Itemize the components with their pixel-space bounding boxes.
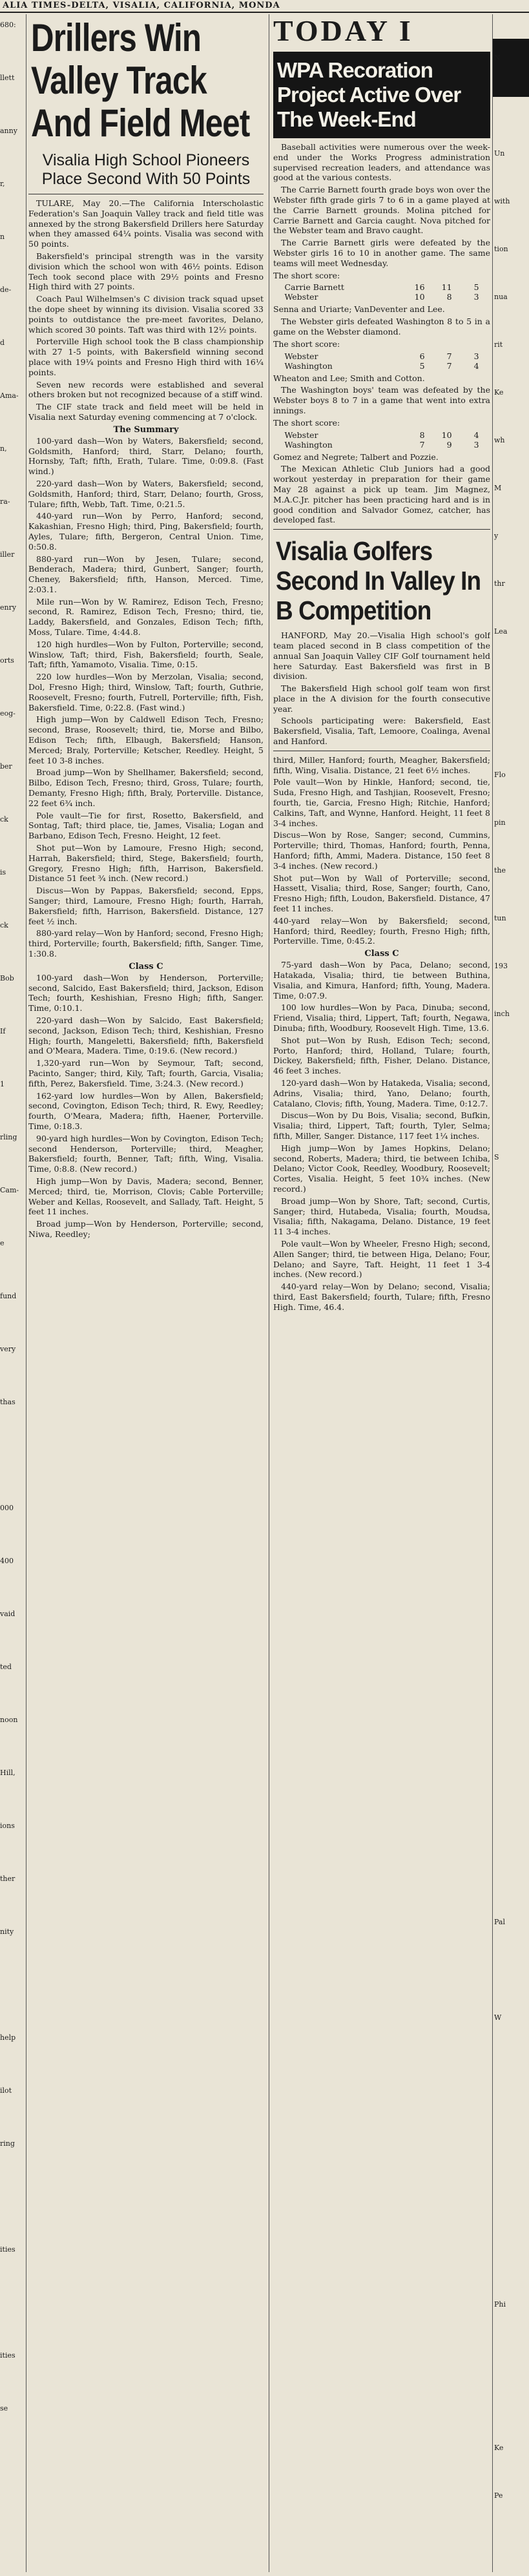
paragraph: 880-yard run—Won by Jesen, Tulare; second, Benderach, Madera; third, Gunbert, Sanger; fourth, Cheney, Bakersfield; fifth, Hanson, Merced. Time, 2:03.1.	[28, 554, 264, 594]
gutter-fragment: noon	[0, 1716, 18, 1724]
paragraph: Seven new records were established and several others broken but not recognized because of a stiff wind.	[28, 379, 264, 400]
strip-fragment: wh	[494, 436, 505, 444]
team-name: Washington	[284, 439, 333, 450]
strip-fragment: thr	[494, 579, 505, 588]
gutter-fragment: anny	[0, 127, 17, 135]
strip-fragment: N	[494, 54, 501, 62]
score-value: 5	[473, 282, 479, 293]
score-row	[282, 292, 481, 302]
paragraph: 90-yard high hurdles—Won by Covington, Edison Tech; second Henderson, Porterville; third, Meagher, Bakersfield; fourth, Benner, Taft; fifth, Wing, Visalia. Time, 0:8.8. (New record.)	[28, 1133, 264, 1174]
paragraph: 440-yard run—Won by Perro, Hanford; second, Kakashian, Fresno High; third, Ping, Bakersfield; fourth, Ayles, Tulare; fifth, Bergeron, Central Union. Time, 0:50.8.	[28, 511, 264, 552]
strip-fragment: tun	[494, 914, 506, 922]
score-value: 7	[419, 439, 425, 450]
golf-body	[273, 630, 490, 747]
paragraph: The CIF state track and field meet will be held in Visalia next Saturday evening commencing at 7 o'clock.	[28, 402, 264, 422]
strip-fragment: rit	[494, 340, 503, 349]
gutter-fragment: ber	[0, 762, 12, 771]
gutter-fragment: rling	[0, 1133, 17, 1141]
gutter-fragment: enry	[0, 603, 17, 612]
paragraph: Shot put—Won by Lamoure, Fresno High; second, Harrah, Bakersfield; third, Stege, Bakersfield; fourth, Gregory, Fresno High; fifth, Harrison, Bakersfield. Distance 51 feet ¾ inch. (New record.)	[28, 843, 264, 884]
middle-column	[269, 14, 490, 2572]
summary-title: The Summary	[113, 424, 179, 435]
wpa-headline: WPA Recoration Project Active Over The Week-End	[273, 52, 490, 138]
paragraph: Broad jump—Won by Shore, Taft; second, Curtis, Sanger; third, Hutabeda, Visalia; fourth, Moudsa, Visalia; fifth, Nakagama, Delano. Distance, 19 feet 11 3-4 inches.	[273, 1196, 490, 1237]
strip-fragment: Ke	[494, 2444, 504, 2452]
paragraph: Pole vault—Tie for first, Rosetto, Bakersfield, and Sontag, Taft; third place, tie, James, Visalia; Logan and Barbano, Edison Tech, Fresno. Height, 12 feet.	[28, 810, 264, 841]
gutter-fragment: ities	[0, 2245, 16, 2254]
gutter-fragment: Ama-	[0, 391, 19, 400]
paragraph: High jump—Won by James Hopkins, Delano; second, Roberts, Madera; third, tie between Ichiba, Delano; Victor Cook, Reedley, Woodbury, Roosevelt; Cortes, Visalia. Height, 5 feet 10¾ inches. (New record.)	[273, 1143, 490, 1194]
gutter-fragment: ilot	[0, 2086, 12, 2095]
gutter-fragment: n	[0, 233, 5, 241]
paragraph: 1,320-yard run—Won by Seymour, Taft; second, Pacinto, Sanger; third, Kily, Taft; fourth, Garcia, Visalia; fifth, Perez, Bakersfield. Time, 3:24.3. (New record.)	[28, 1058, 264, 1088]
masthead-text: ALIA TIMES-DELTA, VISALIA, CALIFORNIA, MONDA	[3, 1, 280, 10]
team-name: Washington	[284, 360, 333, 371]
gutter-fragment: ities	[0, 2351, 16, 2360]
paragraph: Shot put—Won by Rush, Edison Tech; second, Porto, Hanford; third, Holland, Tulare; fourth, Dickey, Bakersfield; fifth, Fisher, Delano. Distance, 46 feet 3 inches.	[273, 1035, 490, 1076]
gutter-fragment: ring	[0, 2139, 15, 2148]
score-table-1	[282, 282, 481, 302]
gutter-fragment: If	[0, 1027, 6, 1035]
paragraph: The Bakersfield High school golf team won first place in the A division for the fourth consecutive year.	[273, 683, 490, 714]
paragraph: 100-yard dash—Won by Waters, Bakersfield; second, Goldsmith, Hanford; third, Starr, Delano; fourth, Hornsby, Taft; fifth, Erath, Tulare. Time, 0:09.8. (Fast wind.)	[28, 435, 264, 477]
score-row	[282, 361, 481, 371]
gutter-fragment: iller	[0, 550, 15, 559]
wpa-paragraph: The Webster girls defeated Washington 8 to 5 in a game on the Webster diamond.	[273, 317, 490, 337]
score-value: 16	[414, 282, 425, 293]
score-table-3	[282, 430, 481, 450]
paragraph: 220-yard dash—Won by Waters, Bakersfield; second, Goldsmith, Hanford; third, Starr, Delano; fourth, Gross, Tulare; fifth, Webb, Taft. Time, 0:21.5.	[28, 478, 264, 509]
golf-headline: Visalia Golfers Second In Valley In B Competition	[276, 536, 481, 626]
team-name: Webster	[284, 351, 318, 361]
score-value: 6	[419, 351, 425, 361]
score-value: 4	[473, 430, 479, 440]
gutter-fragment: help	[0, 2033, 16, 2042]
paragraph: HANFORD, May 20.—Visalia High school's golf team placed second in B class competition of the annual San Joaquin Valley CIF Golf tournament held here Saturday. East Bakersfield was first in B division.	[273, 630, 490, 681]
gutter-fragment: ra-	[0, 497, 10, 506]
track-headline: Drillers Win Valley Track And Field Meet	[31, 16, 250, 145]
gutter-fragment: d	[0, 338, 5, 347]
strip-fragment: Pal	[494, 1918, 505, 1926]
masthead	[0, 0, 529, 13]
paragraph: Schools participating were: Bakersfield, East Bakersfield, Visalia, Taft, Lemoore, Coalinga, Avenal and Hanford.	[273, 716, 490, 747]
gutter-fragment: Bob	[0, 974, 14, 982]
classc-title: Class C	[364, 949, 399, 959]
score-row	[282, 351, 481, 361]
score-value: 7	[446, 351, 452, 361]
strip-fragment: Un	[494, 149, 505, 158]
paragraph: Discus—Won by Du Bois, Visalia; second, Bufkin, Visalia; third, Lippert, Taft; fourth, Tyler, Selma; fifth, Miller, Sanger. Distance, 117 feet 1¼ inches.	[273, 1110, 490, 1141]
divider	[273, 529, 490, 530]
gutter-fragment: ck	[0, 815, 8, 824]
paragraph: Baseball activities were numerous over the week-end under the Works Progress administration supervised recreation leaders, and attendance was good at the various contests.	[273, 142, 490, 183]
paragraph: 120-yard dash—Won by Hatakeda, Visalia; second, Adrins, Visalia; third, Yano, Delano; fourth, Catalano, Clovis; fifth, Young, Madera. Time, 0:12.7.	[273, 1077, 490, 1108]
strip-fragment: Lea	[494, 627, 508, 636]
track-subhead: Visalia High School Pioneers Place Second With 50 Points	[41, 151, 251, 188]
strip-fragment: tion	[494, 245, 508, 253]
wpa-body	[273, 142, 490, 269]
paragraph: Coach Paul Wilhelmsen's C division track squad upset the dope sheet by winning its division. Visalia scored 33 points to outdistance the pre-meet favorites, Delano, which scored 30 points. Taft was third with 12½ points.	[28, 294, 264, 335]
gutter-fragment: se	[0, 2404, 8, 2413]
score-value: 7	[446, 360, 452, 371]
score-table-2	[282, 351, 481, 371]
gutter-fragment: nity	[0, 1927, 14, 1936]
gutter-fragment: 1	[0, 1080, 5, 1088]
score-value: 9	[446, 439, 452, 450]
strip-fragment: inch	[494, 1010, 510, 1018]
battery-line: Wheaton and Lee; Smith and Cotton.	[273, 373, 425, 383]
gutter-fragment: very	[0, 1345, 16, 1353]
wpa-paragraph: The Washington boys' team was defeated by the Webster boys 8 to 7 in a game that went into extra innings.	[273, 385, 490, 415]
paragraph: Broad jump—Won by Shellhamer, Bakersfield; second, Bilbo, Edison Tech, Fresno; third, Gross, Tulare; fourth, Demanty, Fresno High; fifth, Braly, Porterville. Distance, 22 feet 6¾ inch.	[28, 767, 264, 808]
classc-title: Class C	[129, 961, 163, 971]
gutter-fragment: de-	[0, 286, 12, 294]
paragraph: 100-yard dash—Won by Henderson, Porterville; second, Salcido, East Bakersfield; third, Jackson, Edison Tech; fourth, Keshishian, Fresno High; fifth, Sanger. Time, 0:10.1.	[28, 972, 264, 1013]
right-edge-column	[492, 14, 529, 2572]
paragraph: The Carrie Barnett girls were defeated by the Webster girls 16 to 10 in another game. The same teams will meet Wednesday.	[273, 238, 490, 268]
paragraph: 75-yard dash—Won by Paca, Delano; second, Hatakada, Visalia; third, tie between Buthina, Visalia, and Kimura, Hanford; fifth, Young, Madera. Time, 0:07.9.	[273, 960, 490, 1001]
paragraph: third, Miller, Hanford; fourth, Meagher, Bakersfield; fifth, Wing, Visalia. Distance, 21 feet 6½ inches.	[273, 754, 490, 775]
score-row	[282, 440, 481, 450]
paragraph: 220 low hurdles—Won by Merzolan, Visalia; second, Dol, Fresno High; third, Winslow, Taft; fourth, Guthrie, Roosevelt, Fresno; fourth, Futrell, Porterville; fifth, Fish, Bakersfield. Time, 0:22.8. (Fast wind.)	[28, 672, 264, 712]
paragraph: 120 high hurdles—Won by Fulton, Porterville; second, Winslow, Taft; third, Fish, Bakersfield; fourth, Seale, Taft; fifth, Yamamoto, Visalia. Time, 0:15.	[28, 639, 264, 670]
gutter-fragment: r,	[0, 180, 5, 188]
score-value: 8	[419, 430, 425, 440]
gutter-fragment: ions	[0, 1822, 15, 1830]
paragraph: 440-yard relay—Won by Delano; second, Visalia; third, East Bakersfield; fourth, Tulare; fifth, Fresno High. Time, 46.4.	[273, 1282, 490, 1312]
gutter-fragment: is	[0, 868, 6, 877]
golf-classc	[273, 960, 490, 1312]
strip-fragment: Ke	[494, 388, 504, 397]
score-value: 4	[473, 360, 479, 371]
gutter-fragment: 680:	[0, 21, 16, 29]
paragraph: 440-yard relay—Won by Bakersfield; second, Hanford; third, Reedley; fourth, Fresno High; fifth, Porterville. Time, 0:45.2.	[273, 915, 490, 946]
track-article	[28, 14, 264, 2572]
paragraph: High jump—Won by Caldwell Edison Tech, Fresno; second, Brase, Roosevelt; third, tie, Morse and Bilbo, Edison Tech; fifth, Elbaugh, Bakersfield; Hanson, Merced; Braly, Porterville; Ketscher, Reedley. Height, 5 feet 10 3-8 inches.	[28, 714, 264, 765]
gutter-fragment: thas	[0, 1398, 16, 1406]
dark-headline-block	[493, 39, 529, 97]
score-value: 10	[441, 430, 452, 440]
strip-fragment: S	[494, 1153, 499, 1161]
gutter-fragment: Cam-	[0, 1186, 19, 1194]
paragraph: Pole vault—Won by Wheeler, Fresno High; second, Allen Sanger; third, tie between Higa, Delano; Four, Delano; and Sayre, Taft. Height, 11 feet 1 3-4 inches. (New record.)	[273, 1238, 490, 1280]
paragraph: 880-yard relay—Won by Hanford; second, Fresno High; third, Porterville; fourth, Bakersfield; fifth, Sanger. Time, 1:30.8.	[28, 928, 264, 959]
gutter-fragment: vaid	[0, 1610, 16, 1618]
paragraph: Discus—Won by Pappas, Bakersfield; second, Epps, Sanger; third, Lamoure, Fresno High; fourth, Harrah, Bakersfield; fifth, Harrison, Bakersfield. Distance, 127 feet ½ inch.	[28, 886, 264, 926]
gutter-fragment: 000	[0, 1504, 14, 1512]
team-name: Webster	[284, 292, 318, 302]
paragraph: Broad jump—Won by Henderson, Porterville; second, Niwa, Reedley;	[28, 1219, 264, 1239]
paragraph: 100 low hurdles—Won by Paca, Dinuba; second, Friend, Visalia; third, Lippert, Taft; fourth, Negawa, Dinuba; fifth, Woodbury, Roosevelt High. Time, 13.6.	[273, 1002, 490, 1033]
track-summary	[28, 436, 264, 959]
gutter-fragment: 400	[0, 1557, 14, 1565]
gutter-fragment: fund	[0, 1292, 17, 1300]
short-score-label: The short score:	[273, 417, 340, 428]
strip-fragment: pin	[494, 818, 506, 827]
short-score-label: The short score:	[273, 338, 340, 349]
gutter-fragment: orts	[0, 656, 14, 665]
team-name: Carrie Barnett	[284, 282, 344, 293]
paragraph: Shot put—Won by Wall of Porterville; second, Hassett, Visalia; third, Rose, Sanger; fourth, Cano, Fresno High; fifth, Loudon, Bakersfield. Distance, 47 feet 11 inches.	[273, 873, 490, 914]
battery-line: Senna and Uriarte; VanDeventer and Lee.	[273, 304, 445, 315]
score-value: 8	[446, 292, 452, 302]
paragraph: Bakersfield's principal strength was in the varsity division which the school won with 46½ points. Edison Tech took second place with 29½ points and Fresno High third with 27 points.	[28, 251, 264, 292]
strip-fragment: 193	[494, 962, 508, 970]
strip-fragment: Pe	[494, 2491, 503, 2500]
strip-fragment: nua	[494, 293, 508, 301]
strip-fragment: W	[494, 2013, 502, 2022]
score-value: 10	[414, 292, 425, 302]
golf-results	[273, 755, 490, 946]
track-body	[28, 198, 264, 422]
score-value: 11	[441, 282, 452, 293]
strip-fragment: y	[494, 532, 499, 540]
paragraph: High jump—Won by Davis, Madera; second, Benner, Merced; third, tie, Morrison, Clovis; Cable Porterville; Weber and Kellas, Roosevelt, and Sallady, Taft. Height, 5 feet 11 inches.	[28, 1176, 264, 1217]
gutter-fragment: ther	[0, 1875, 16, 1883]
score-value: 3	[473, 351, 479, 361]
team-name: Webster	[284, 430, 318, 440]
gutter-fragment: eog-	[0, 709, 16, 718]
gutter-fragment: e	[0, 1239, 5, 1247]
score-row	[282, 282, 481, 292]
paragraph: Discus—Won by Rose, Sanger; second, Cummins, Porterville; third, Thomas, Hanford; fourth, Penna, Hanford; fifth, Ammi, Madera. Distance, 150 feet 8 3-4 inches. (New record.)	[273, 830, 490, 871]
score-value: 3	[473, 439, 479, 450]
gutter-fragment: ck	[0, 921, 8, 930]
paragraph: 220-yard dash—Won by Salcido, East Bakersfield; second, Jackson, Edison Tech; third, Keshishian, Fresno High; fourth, Mangeletti, Bakersfield; fifth, Bakersfield and O'Meara, Madera. Time, 0:19.6. (New record.)	[28, 1015, 264, 1056]
strip-fragment: Phi	[494, 2300, 506, 2309]
track-classc	[28, 973, 264, 1240]
today-banner: TODAY I	[273, 14, 413, 47]
short-score-label: The short score:	[273, 270, 340, 280]
score-row	[282, 430, 481, 440]
gutter-fragment: ted	[0, 1663, 12, 1671]
paragraph: TULARE, May 20.—The California Interscholastic Federation's San Joaquin Valley track and field title was annexed by the strong Bakersfield Drillers here Saturday when they amassed 64¼ points. Visalia was second with 50 points.	[28, 198, 264, 249]
paragraph: 162-yard low hurdles—Won by Allen, Bakersfield; second, Covington, Edison Tech; third, R. Ewy, Reedley; fourth, O'Meara, Madera; fifth, Haener, Porterville. Time, 0:18.3.	[28, 1090, 264, 1131]
gutter-fragment: Hill,	[0, 1769, 16, 1777]
strip-fragment: the	[494, 866, 506, 875]
strip-fragment: M	[494, 484, 502, 492]
paragraph: Pole vault—Won by Hinkle, Hanford; second, tie, Suda, Fresno High, and Tashjian, Roosevelt, Fresno; fourth, tie, Garcia, Fresno High; Ritchie, Hanford; Calkins, Taft, and Wynne, Hanford. Height, 11 feet 8 3-4 inches.	[273, 777, 490, 828]
strip-fragment: Flo	[494, 771, 506, 779]
paragraph: Mile run—Won by W. Ramirez, Edison Tech, Fresno; second, R. Ramirez, Edison Tech, Fresno; third, tie, Laddy, Bakersfield, and Gonzales, Edison Tech; fifth, Moss, Tulare. Time, 4:44.8.	[28, 596, 264, 638]
score-value: 3	[473, 292, 479, 302]
gutter-fragment: llett	[0, 74, 15, 82]
gutter-fragment: n,	[0, 444, 7, 453]
battery-line: Gomez and Negrete; Talbert and Pozzie.	[273, 452, 439, 462]
strip-fragment: with	[494, 197, 510, 205]
score-value: 5	[419, 360, 425, 371]
paragraph: Porterville High school took the B class championship with 27 1-5 points, with Bakersfield winning second place with 19¼ points and Fresno High third with 16¼ points.	[28, 337, 264, 377]
paragraph: The Carrie Barnett fourth grade boys won over the Webster fifth grade girls 7 to 6 in a game played at the Carrie Barnett grounds. Molina pitched for Carrie Barnett and Garcia caught. Nova pitched for the Webster team and Bravo caught.	[273, 185, 490, 236]
left-gutter-column	[0, 14, 26, 2572]
wpa-paragraph: The Mexican Athletic Club Juniors had a good workout yesterday in preparation for their game May 28 against a pick up team. Jim Magnez, M.A.C.Jr. pitcher has been practicing hard and is in good condition and Salvador Gomez, catcher, has developed fast.	[273, 464, 490, 525]
